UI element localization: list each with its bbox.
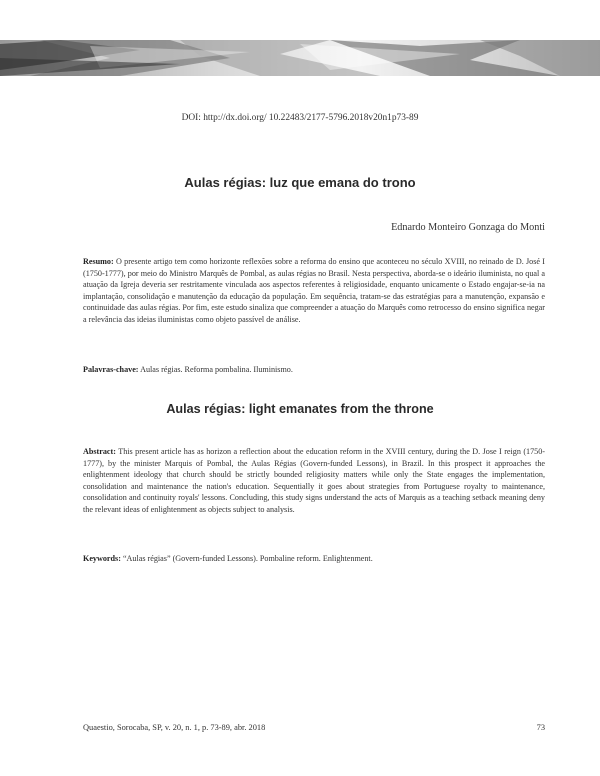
footer-citation: Quaestio, Sorocaba, SP, v. 20, n. 1, p. 73-89, abr. 2018 bbox=[83, 723, 266, 732]
palavras-chave-label: Palavras-chave: bbox=[83, 365, 139, 374]
article-title-portuguese: Aulas régias: luz que emana do trono bbox=[184, 175, 416, 190]
author-name: Ednardo Monteiro Gonzaga do Monti bbox=[391, 222, 545, 233]
footer-page-number: 73 bbox=[536, 723, 545, 732]
resumo-text: O presente artigo tem como horizonte reflexões sobre a reforma do ensino que aconteceu no século XVIII, no reinado de D. José I (1750-1777), por meio do Ministro Marquês de Pombal, as aulas régias no Brasil. Nesta perspectiva, aborda-se o ideário iluminista, no qual a atuação da Igreja deveria ser restritamente vinculada aos aspectos referentes à religiosidade, enquanto unicamente o Estado engajar-se-ia na implantação, consolidação e manutenção da educação da população. Em sequência, tratam-se das estratégias para a manutenção, expansão e continuidade das aulas régias. Por fim, este estudo sinaliza que compreender a atuação do Marquês como retrocesso do ensino significa negar a relevância das ideias iluministas como objeto passível de análise. bbox=[83, 257, 546, 324]
abstract-text: This present article has as horizon a reflection about the education reform in the XVIII century, during the D. Jose I reign (1750-1777), by the minister Marquis of Pombal, the Aulas Régias (Govern-funded Lessons), in Brazil. In this prospect it approaches the enlightenment ideology that church should be strictly bounded religiosity matters while only the State engages the implementation, consolidation and maintenance the nation's education. Sequentially it goes about strategies from Portuguese royalty to maintenance, consolidation and continuity royals' lessons. Concluding, this study signs understand the acts of Marquis as a teaching setback meaning deny the relevant ideas of enlightenment as objects subject to analysis. bbox=[83, 447, 545, 514]
keywords-text: “Aulas régias” (Govern-funded Lessons). Pombaline reform. Enlightenment. bbox=[122, 554, 373, 563]
resumo-section bbox=[83, 256, 545, 326]
resumo-label: Resumo: bbox=[83, 257, 114, 266]
article-title-english: Aulas régias: light emanates from the throne bbox=[166, 402, 434, 416]
keywords-section bbox=[83, 553, 545, 565]
doi-link[interactable]: DOI: http://dx.doi.org/ 10.22483/2177-5796.2018v20n1p73-89 bbox=[181, 113, 419, 123]
palavras-chave-text: Aulas régias. Reforma pombalina. Iluminismo. bbox=[140, 365, 293, 374]
abstract-section bbox=[83, 446, 545, 516]
keywords-label: Keywords: bbox=[83, 554, 121, 563]
decorative-banner bbox=[0, 40, 600, 76]
palavras-chave-section bbox=[83, 364, 545, 376]
abstract-label: Abstract: bbox=[83, 447, 116, 456]
